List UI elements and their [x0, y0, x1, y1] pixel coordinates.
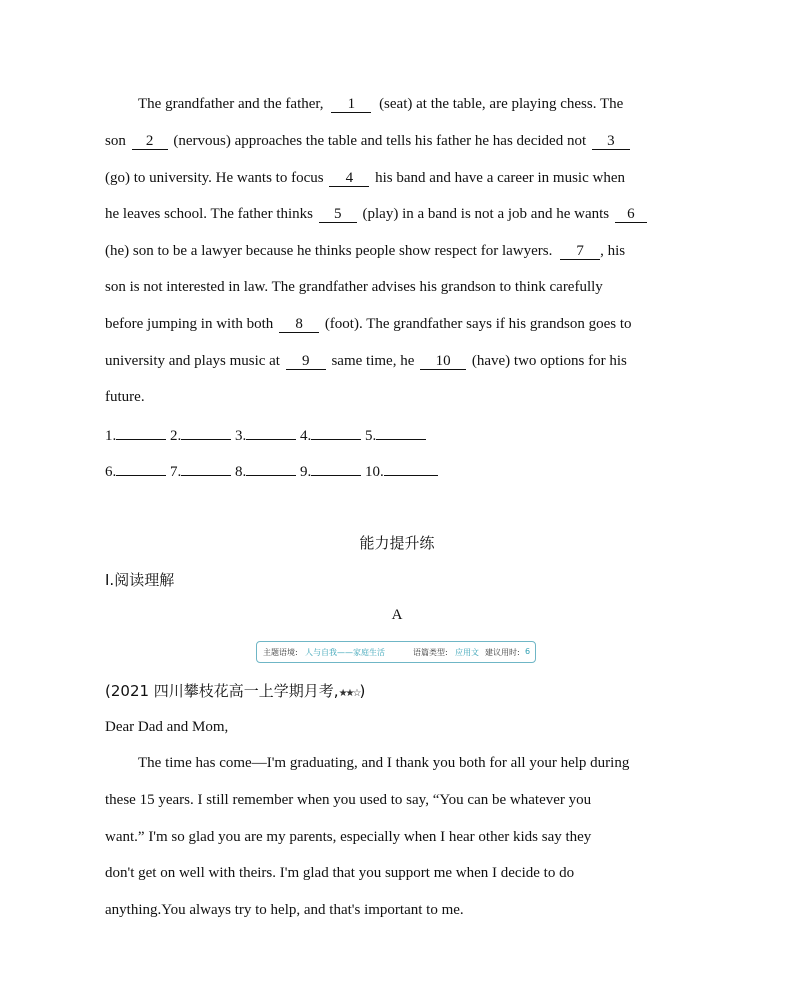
passage-line-3 — [105, 168, 625, 188]
letter-line-1: The time has come—I'm graduating, and I thank you both for all your help during — [138, 755, 630, 771]
blank-2: 2 — [132, 133, 168, 150]
passage-line-1 — [138, 94, 623, 114]
text: (he) son to be a lawyer because he thinks people show respect for lawyers. — [105, 243, 553, 259]
source-text: (2021 四川攀枝花高一上学期月考, — [105, 682, 339, 700]
genre-value: 应用文 — [455, 648, 479, 657]
passage-line-9 — [105, 387, 145, 407]
answer-9[interactable]: 9. — [300, 461, 361, 482]
answer-8[interactable]: 8. — [235, 461, 296, 482]
theme-label: 主题语境: — [263, 648, 298, 657]
letter-line-4: don't get on well with theirs. I'm glad that you support me when I decide to do — [105, 865, 575, 881]
part-label: Ⅰ.阅读理解 — [105, 571, 175, 589]
answer-4[interactable]: 4. — [300, 425, 361, 446]
genre-label: 语篇类型: — [413, 648, 448, 657]
text: (seat) at the table, are playing chess. The — [379, 96, 624, 112]
letter-line-5: anything.You always try to help, and that's important to me. — [105, 902, 464, 918]
blank-9: 9 — [286, 353, 326, 370]
letter-greeting: Dear Dad and Mom, — [105, 719, 229, 735]
text: before jumping in with both — [105, 316, 274, 332]
blank-10: 10 — [420, 353, 466, 370]
text: (go) to university. He wants to focus — [105, 170, 324, 186]
text: future. — [105, 389, 145, 405]
blank-8: 8 — [279, 316, 319, 333]
answer-7[interactable]: 7. — [170, 461, 231, 482]
blank-4: 4 — [329, 170, 369, 187]
passage-line-5 — [105, 241, 625, 261]
answer-3[interactable]: 3. — [235, 425, 296, 446]
text: (nervous) approaches the table and tells his father he has decided not — [173, 133, 587, 149]
blank-6: 6 — [615, 206, 647, 223]
blank-3: 3 — [592, 133, 630, 150]
answer-2[interactable]: 2. — [170, 425, 231, 446]
text: son is not interested in law. The grandfather advises his grandson to think carefully — [105, 279, 603, 295]
text: (have) two options for his — [471, 353, 627, 369]
text: (play) in a band is not a job and he wants — [362, 206, 610, 222]
letter-line-2: these 15 years. I still remember when you used to say, “You can be whatever you — [105, 792, 592, 808]
passage-line-7 — [105, 314, 632, 334]
source-close: ) — [359, 682, 366, 700]
blank-1: 1 — [331, 96, 371, 113]
answer-6[interactable]: 6. — [105, 461, 166, 482]
answer-5[interactable]: 5. — [365, 425, 426, 446]
passage-line-6 — [105, 277, 603, 297]
text: university and plays music at — [105, 353, 280, 369]
text: (foot). The grandfather says if his grandson goes to — [324, 316, 632, 332]
passage-line-2 — [105, 131, 630, 151]
answer-row-2 — [105, 461, 438, 482]
answer-1[interactable]: 1. — [105, 425, 166, 446]
passage-letter: A — [391, 607, 403, 623]
passage-line-8 — [105, 351, 627, 371]
text: his band and have a career in music when — [375, 170, 625, 186]
text: same time, he — [331, 353, 415, 369]
difficulty-stars-icon: ★★☆ — [338, 688, 360, 699]
section-title: 能力提升练 — [359, 534, 435, 552]
source-line — [105, 680, 365, 701]
time-value: 6 — [525, 647, 531, 656]
text: he leaves school. The father thinks — [105, 206, 313, 222]
answer-10[interactable]: 10. — [365, 461, 438, 482]
text: The grandfather and the father, — [138, 96, 324, 112]
letter-line-3: want.” I'm so glad you are my parents, especially when I hear other kids say they — [105, 829, 592, 845]
theme-value: 人与自我——家庭生活 — [305, 648, 385, 657]
text: son — [105, 133, 126, 149]
blank-5: 5 — [319, 206, 357, 223]
time-label: 建议用时: — [485, 648, 520, 657]
passage-line-4 — [105, 204, 647, 224]
text: , his — [600, 243, 626, 259]
answer-row-1 — [105, 425, 426, 446]
blank-7: 7 — [560, 243, 600, 260]
info-bar — [256, 641, 536, 663]
